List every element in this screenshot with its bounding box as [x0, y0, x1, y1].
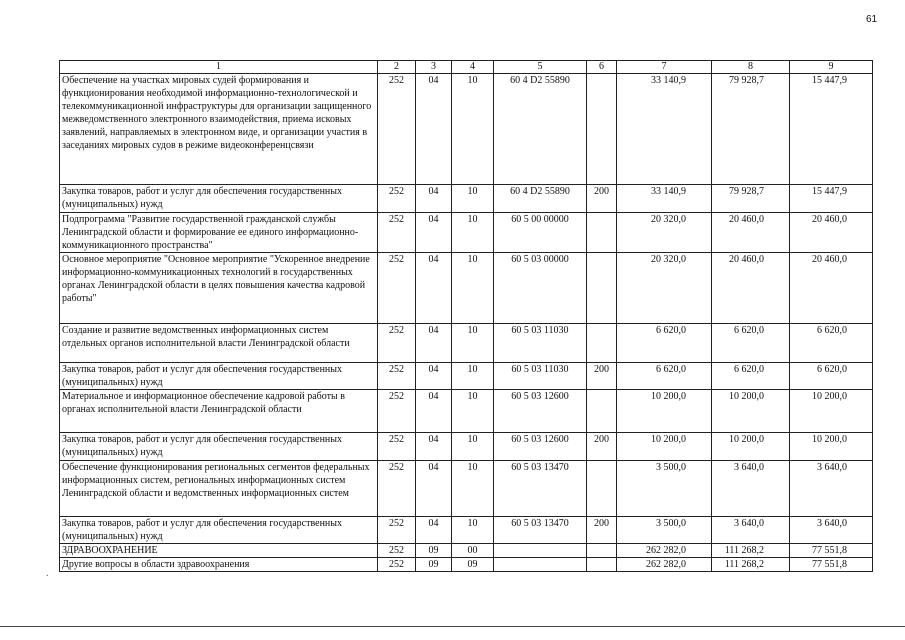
section-cell: 04: [416, 213, 452, 253]
amount-col7-cell: 3 500,0: [617, 517, 712, 544]
subsection-cell: 09: [452, 558, 494, 572]
amount-col9-cell: 3 640,0: [790, 517, 873, 544]
amount-col8-cell: 20 460,0: [712, 213, 790, 253]
sub-code-cell: 252: [378, 324, 416, 363]
amount-col9-cell: 10 200,0: [790, 433, 873, 461]
amount-col7-cell: 20 320,0: [617, 253, 712, 324]
table-body: [60, 61, 873, 572]
stray-mark: .: [46, 568, 49, 579]
description-cell: Создание и развитие ведомственных информационных систем отдельных органов исполнительной власти Ленинградской области: [60, 324, 378, 363]
table-row: [60, 517, 873, 544]
amount-col8-cell: 79 928,7: [712, 74, 790, 185]
amount-col7-cell: 10 200,0: [617, 433, 712, 461]
header-cell: 9: [790, 61, 873, 74]
table-row: [60, 324, 873, 363]
expense-type-cell: [587, 324, 617, 363]
expense-type-cell: [587, 461, 617, 517]
expense-type-cell: [587, 558, 617, 572]
header-cell: 1: [60, 61, 378, 74]
subsection-cell: 10: [452, 363, 494, 390]
target-article-cell: 60 4 D2 55890: [494, 74, 587, 185]
amount-col8-cell: 111 268,2: [712, 544, 790, 558]
amount-col7-cell: 10 200,0: [617, 390, 712, 433]
section-cell: 04: [416, 324, 452, 363]
sub-code-cell: 252: [378, 213, 416, 253]
section-cell: 09: [416, 558, 452, 572]
section-cell: 04: [416, 185, 452, 213]
amount-col9-cell: 15 447,9: [790, 74, 873, 185]
subsection-cell: 10: [452, 461, 494, 517]
expense-type-cell: 200: [587, 433, 617, 461]
table-row: [60, 363, 873, 390]
amount-col8-cell: 10 200,0: [712, 433, 790, 461]
amount-col9-cell: 15 447,9: [790, 185, 873, 213]
header-cell: 3: [416, 61, 452, 74]
amount-col8-cell: 10 200,0: [712, 390, 790, 433]
expense-type-cell: [587, 74, 617, 185]
table-row: [60, 558, 873, 572]
amount-col7-cell: 6 620,0: [617, 324, 712, 363]
amount-col8-cell: 6 620,0: [712, 324, 790, 363]
amount-col7-cell: 6 620,0: [617, 363, 712, 390]
target-article-cell: [494, 544, 587, 558]
amount-col8-cell: 3 640,0: [712, 461, 790, 517]
table-row: [60, 185, 873, 213]
expense-type-cell: 200: [587, 363, 617, 390]
amount-col7-cell: 33 140,9: [617, 74, 712, 185]
expense-type-cell: [587, 253, 617, 324]
subsection-cell: 10: [452, 324, 494, 363]
description-cell: Подпрограмма "Развитие государственной гражданской службы Ленинградской области и формирование ее единого информационно-коммуникационного пространства": [60, 213, 378, 253]
section-cell: 04: [416, 253, 452, 324]
amount-col9-cell: 77 551,8: [790, 558, 873, 572]
description-cell: Обеспечение функционирования региональных сегментов федеральных информационных систем, региональных информационных систем Ленинградской области и ведомственных информационных систем: [60, 461, 378, 517]
header-cell: 7: [617, 61, 712, 74]
description-cell: Обеспечение на участках мировых судей формирования и функционирования необходимой информационно-технологической и телекоммуникационной инфраструктуры для организации защищенного межведомственного электронного взаимодействия, приема исковых заявлений, направляемых в электронном виде, и организации участия в заседаниях мировых судов в режиме видеоконференцсвязи: [60, 74, 378, 185]
sub-code-cell: 252: [378, 433, 416, 461]
description-cell: ЗДРАВООХРАНЕНИЕ: [60, 544, 378, 558]
target-article-cell: [494, 558, 587, 572]
description-cell: Основное мероприятие "Основное мероприятие "Ускоренное внедрение информационно-коммуникационных технологий в государственных органах Ленинградской области в целях повышения качества кадровой работы": [60, 253, 378, 324]
amount-col8-cell: 3 640,0: [712, 517, 790, 544]
table-row: [60, 433, 873, 461]
section-cell: 04: [416, 461, 452, 517]
description-cell: Закупка товаров, работ и услуг для обеспечения государственных (муниципальных) нужд: [60, 433, 378, 461]
header-cell: 2: [378, 61, 416, 74]
sub-code-cell: 252: [378, 390, 416, 433]
subsection-cell: 10: [452, 517, 494, 544]
expense-type-cell: 200: [587, 517, 617, 544]
header-cell: 4: [452, 61, 494, 74]
amount-col9-cell: 20 460,0: [790, 253, 873, 324]
sub-code-cell: 252: [378, 253, 416, 324]
target-article-cell: 60 4 D2 55890: [494, 185, 587, 213]
header-cell: 5: [494, 61, 587, 74]
amount-col8-cell: 20 460,0: [712, 253, 790, 324]
description-cell: Закупка товаров, работ и услуг для обеспечения государственных (муниципальных) нужд: [60, 517, 378, 544]
amount-col9-cell: 3 640,0: [790, 461, 873, 517]
subsection-cell: 00: [452, 544, 494, 558]
subsection-cell: 10: [452, 74, 494, 185]
section-cell: 04: [416, 363, 452, 390]
target-article-cell: 60 5 03 12600: [494, 390, 587, 433]
amount-col7-cell: 33 140,9: [617, 185, 712, 213]
amount-col9-cell: 77 551,8: [790, 544, 873, 558]
table-row: [60, 461, 873, 517]
sub-code-cell: 252: [378, 74, 416, 185]
section-cell: 04: [416, 390, 452, 433]
target-article-cell: 60 5 03 12600: [494, 433, 587, 461]
subsection-cell: 10: [452, 185, 494, 213]
table-row: [60, 253, 873, 324]
target-article-cell: 60 5 03 11030: [494, 363, 587, 390]
amount-col9-cell: 6 620,0: [790, 363, 873, 390]
page-bottom-rule: [0, 626, 905, 627]
expense-type-cell: [587, 544, 617, 558]
sub-code-cell: 252: [378, 363, 416, 390]
description-cell: Закупка товаров, работ и услуг для обеспечения государственных (муниципальных) нужд: [60, 185, 378, 213]
budget-table: [59, 60, 873, 572]
amount-col7-cell: 3 500,0: [617, 461, 712, 517]
target-article-cell: 60 5 03 11030: [494, 324, 587, 363]
amount-col8-cell: 79 928,7: [712, 185, 790, 213]
expense-type-cell: 200: [587, 185, 617, 213]
table-row: [60, 390, 873, 433]
amount-col8-cell: 6 620,0: [712, 363, 790, 390]
amount-col9-cell: 6 620,0: [790, 324, 873, 363]
description-cell: Материальное и информационное обеспечение кадровой работы в органах исполнительной власти Ленинградской области: [60, 390, 378, 433]
table-row: [60, 213, 873, 253]
subsection-cell: 10: [452, 390, 494, 433]
target-article-cell: 60 5 03 13470: [494, 517, 587, 544]
target-article-cell: 60 5 00 00000: [494, 213, 587, 253]
description-cell: Закупка товаров, работ и услуг для обеспечения государственных (муниципальных) нужд: [60, 363, 378, 390]
section-cell: 04: [416, 74, 452, 185]
amount-col7-cell: 262 282,0: [617, 544, 712, 558]
header-row: [60, 61, 873, 74]
section-cell: 04: [416, 517, 452, 544]
amount-col7-cell: 262 282,0: [617, 558, 712, 572]
sub-code-cell: 252: [378, 517, 416, 544]
target-article-cell: 60 5 03 13470: [494, 461, 587, 517]
section-cell: 04: [416, 433, 452, 461]
section-cell: 09: [416, 544, 452, 558]
subsection-cell: 10: [452, 433, 494, 461]
subsection-cell: 10: [452, 253, 494, 324]
expense-type-cell: [587, 213, 617, 253]
table-row: [60, 544, 873, 558]
description-cell: Другие вопросы в области здравоохранения: [60, 558, 378, 572]
target-article-cell: 60 5 03 00000: [494, 253, 587, 324]
subsection-cell: 10: [452, 213, 494, 253]
amount-col9-cell: 10 200,0: [790, 390, 873, 433]
amount-col7-cell: 20 320,0: [617, 213, 712, 253]
sub-code-cell: 252: [378, 185, 416, 213]
sub-code-cell: 252: [378, 558, 416, 572]
sub-code-cell: 252: [378, 461, 416, 517]
amount-col8-cell: 111 268,2: [712, 558, 790, 572]
amount-col9-cell: 20 460,0: [790, 213, 873, 253]
expense-type-cell: [587, 390, 617, 433]
table-row: [60, 74, 873, 185]
header-cell: 6: [587, 61, 617, 74]
page-number: 61: [866, 14, 878, 25]
sub-code-cell: 252: [378, 544, 416, 558]
header-cell: 8: [712, 61, 790, 74]
